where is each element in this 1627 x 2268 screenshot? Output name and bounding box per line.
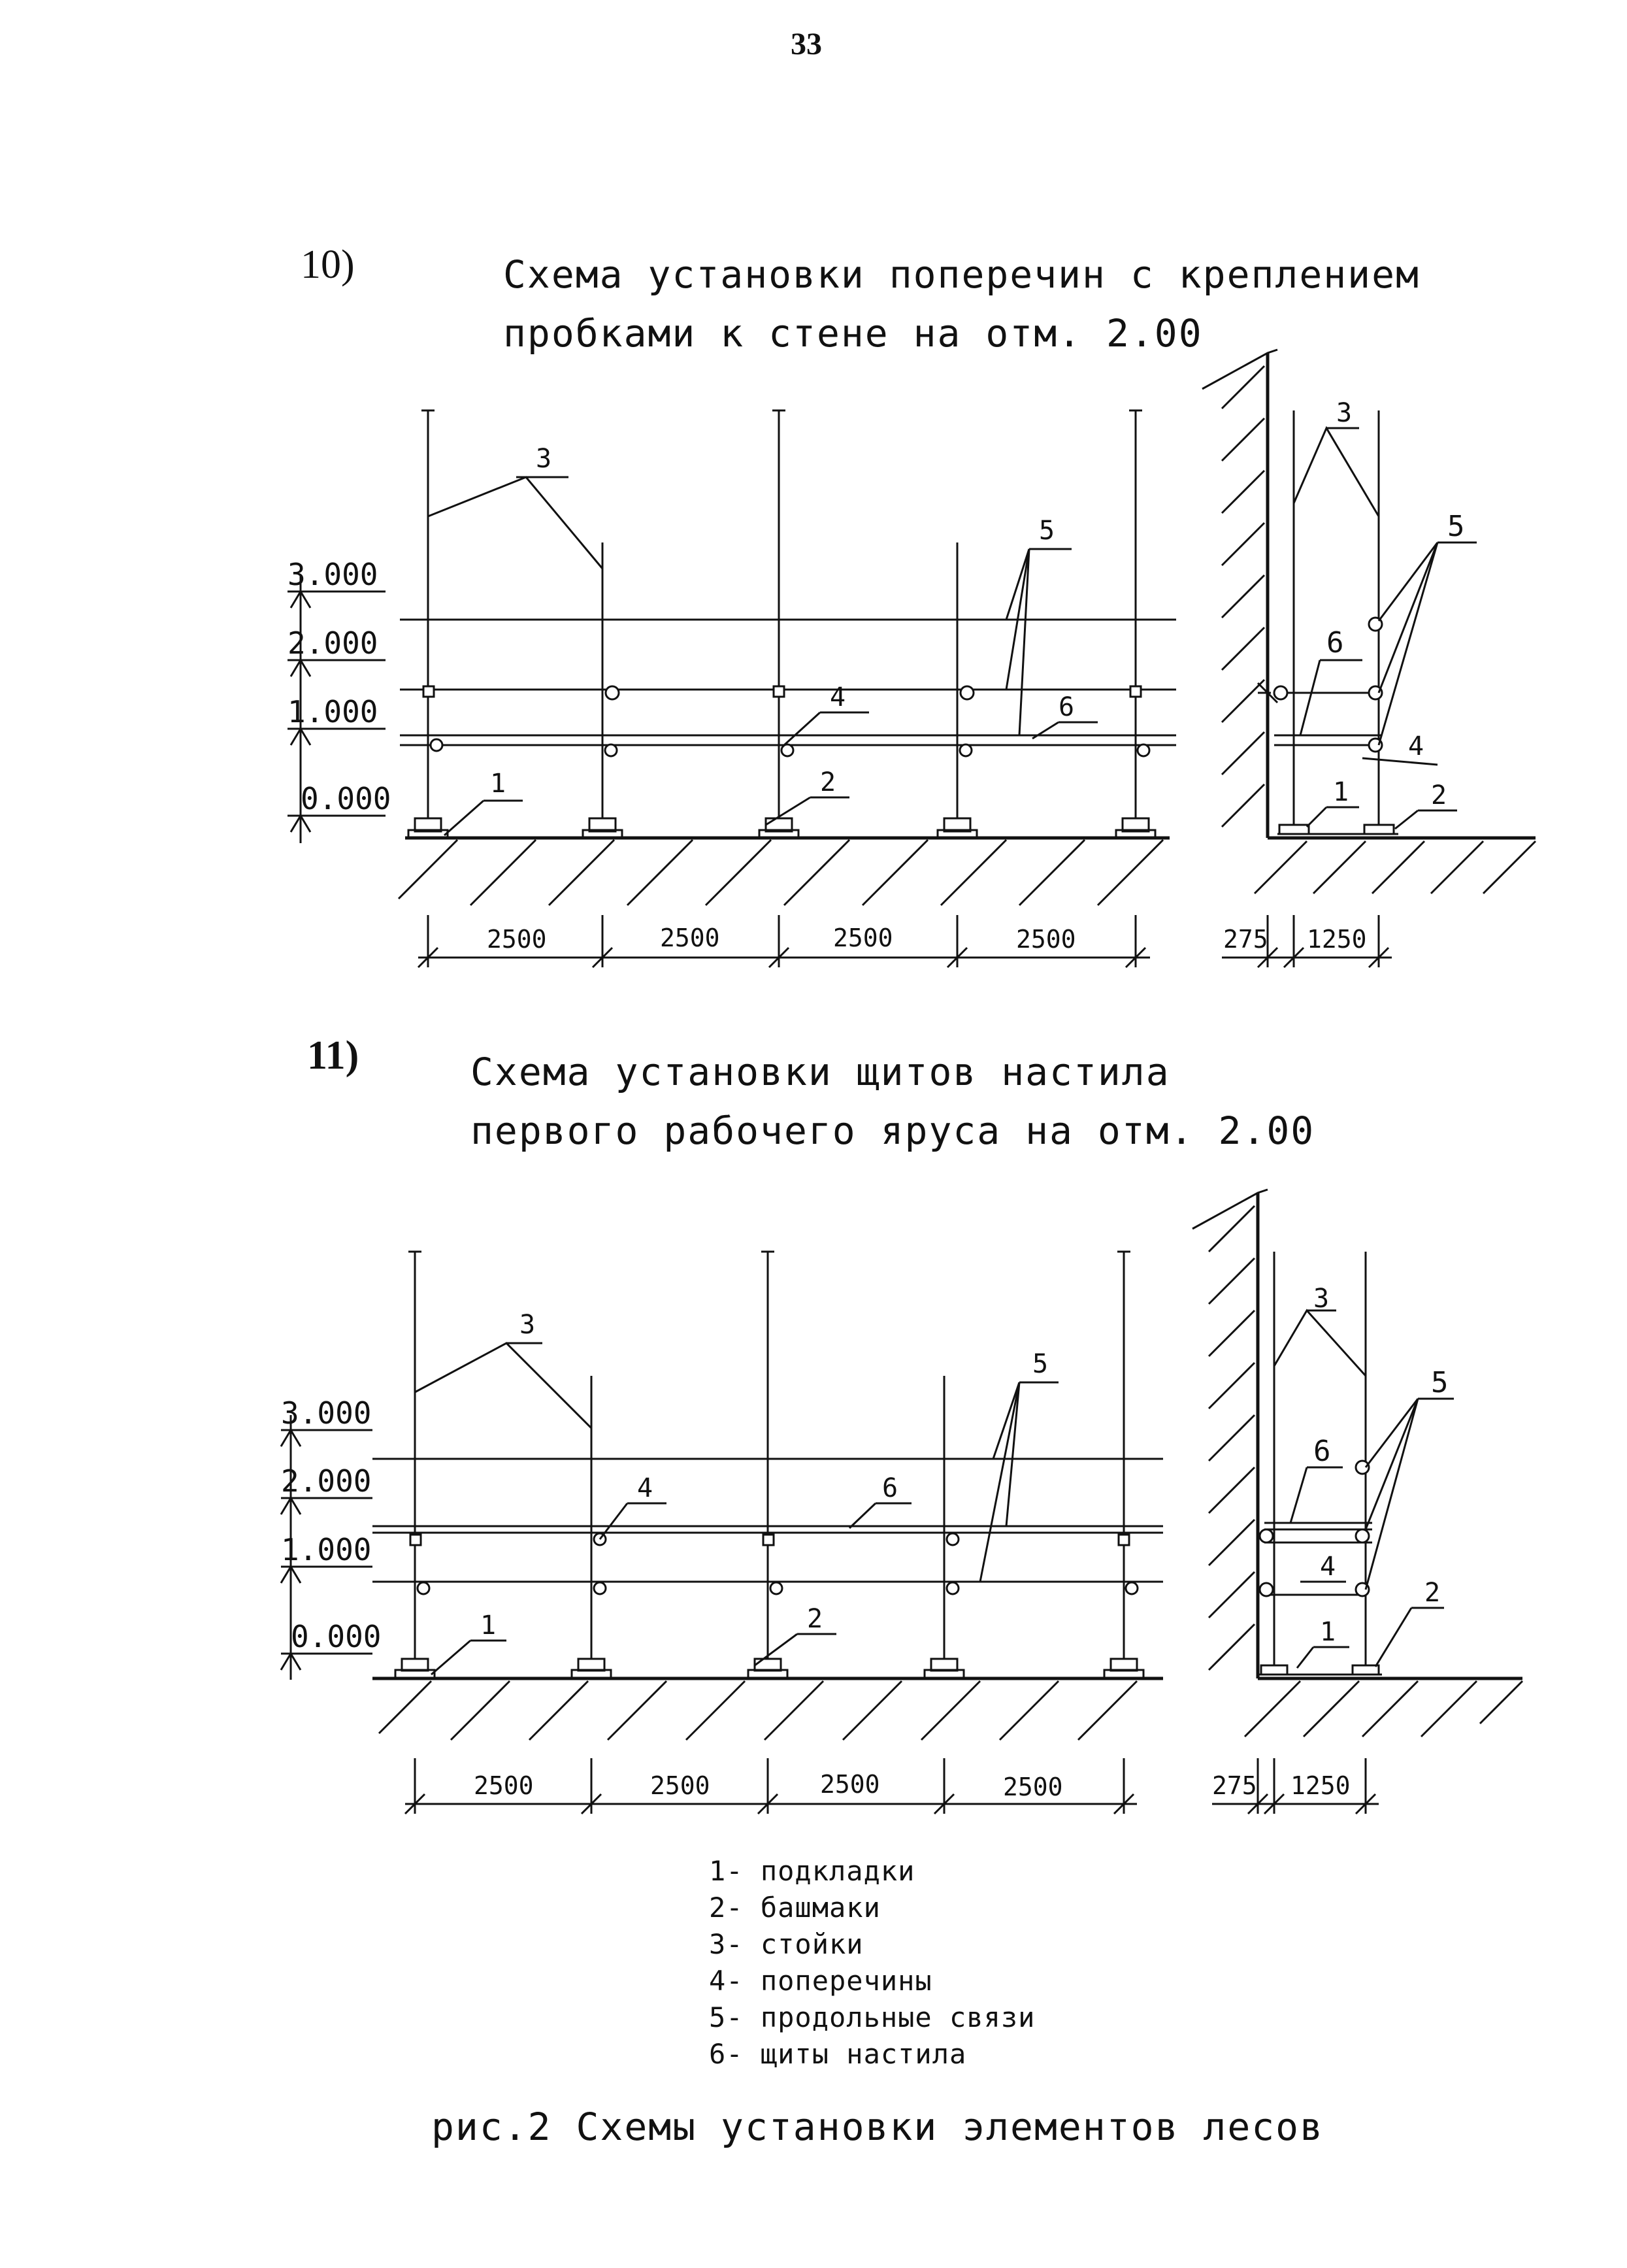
section-10-title-line1: Схема установки поперечин с креплением <box>503 252 1420 297</box>
page-number: 33 <box>791 27 822 61</box>
section-10-title-line2: пробками к стене на отм. 2.00 <box>503 311 1203 356</box>
span-4-b: 2500 <box>1003 1773 1063 1801</box>
side-label-6-b: 6 <box>1313 1435 1331 1468</box>
figure-caption: рис.2 Схемы установки элементов лесов <box>431 2105 1324 2149</box>
span-4: 2500 <box>1016 925 1076 954</box>
label-1-b: 1 <box>480 1610 497 1641</box>
level-2000-b: 2.000 <box>281 1463 372 1499</box>
legend-item-3: 3- стойки <box>709 1928 864 1960</box>
section-10-side-view <box>1202 350 1536 967</box>
side-label-6: 6 <box>1326 626 1344 659</box>
section-11-number: 11) <box>307 1033 359 1078</box>
section-11-side-view <box>1192 1190 1522 1814</box>
span-1: 2500 <box>487 925 547 954</box>
section-11-front-texts <box>281 1310 1063 1801</box>
legend-item-2: 2- башмаки <box>709 1892 881 1924</box>
label-5-b: 5 <box>1032 1349 1049 1379</box>
label-6: 6 <box>1059 692 1075 722</box>
span-1-b: 2500 <box>474 1771 534 1800</box>
label-4-b: 4 <box>637 1473 653 1503</box>
section-11-title-line2: первого рабочего яруса на отм. 2.00 <box>470 1109 1315 1153</box>
side-label-1: 1 <box>1333 777 1349 807</box>
side-label-2-b: 2 <box>1424 1578 1441 1608</box>
span-3-b: 2500 <box>820 1770 880 1799</box>
legend-item-1: 1- подкладки <box>709 1855 915 1887</box>
span-3: 2500 <box>833 924 893 952</box>
label-6-b: 6 <box>882 1473 898 1503</box>
label-1: 1 <box>490 769 506 799</box>
span-2-b: 2500 <box>650 1771 710 1800</box>
legend-item-6: 6- щиты настила <box>709 2038 967 2070</box>
legend-item-4: 4- поперечины <box>709 1965 932 1997</box>
side-dim-275-b: 275 <box>1212 1771 1257 1800</box>
level-1000: 1.000 <box>288 694 378 729</box>
level-0000-b: 0.000 <box>291 1619 382 1654</box>
label-2-b: 2 <box>807 1604 823 1634</box>
section-10-front-view <box>288 410 1176 967</box>
section-11-front-view <box>281 1252 1163 1814</box>
side-label-3-b: 3 <box>1313 1284 1330 1314</box>
label-3: 3 <box>536 444 552 474</box>
side-dim-275: 275 <box>1223 925 1268 954</box>
side-dim-1250: 1250 <box>1307 925 1367 954</box>
side-label-4-b: 4 <box>1320 1552 1336 1582</box>
side-label-4: 4 <box>1408 731 1424 761</box>
level-3000-b: 3.000 <box>281 1395 372 1431</box>
side-label-3: 3 <box>1336 398 1353 428</box>
legend-item-5: 5- продольные связи <box>709 2001 1036 2033</box>
section-11-title-line1: Схема установки щитов настила <box>470 1050 1170 1094</box>
legend <box>709 1853 1035 2073</box>
section-10-number: 10) <box>301 242 355 287</box>
side-label-5: 5 <box>1447 510 1465 543</box>
level-1000-b: 1.000 <box>281 1532 372 1567</box>
label-3-b: 3 <box>519 1310 536 1340</box>
side-label-1-b: 1 <box>1320 1617 1336 1647</box>
level-2000: 2.000 <box>288 625 378 661</box>
span-2: 2500 <box>660 924 720 952</box>
level-3000: 3.000 <box>288 557 378 592</box>
side-dim-1250-b: 1250 <box>1290 1771 1351 1800</box>
label-2: 2 <box>820 767 836 797</box>
label-5: 5 <box>1039 516 1055 546</box>
side-label-2: 2 <box>1431 780 1447 810</box>
side-label-5-b: 5 <box>1431 1366 1449 1399</box>
level-0000: 0.000 <box>301 781 391 816</box>
section-10-side-texts <box>1223 398 1465 954</box>
label-4: 4 <box>830 682 846 712</box>
